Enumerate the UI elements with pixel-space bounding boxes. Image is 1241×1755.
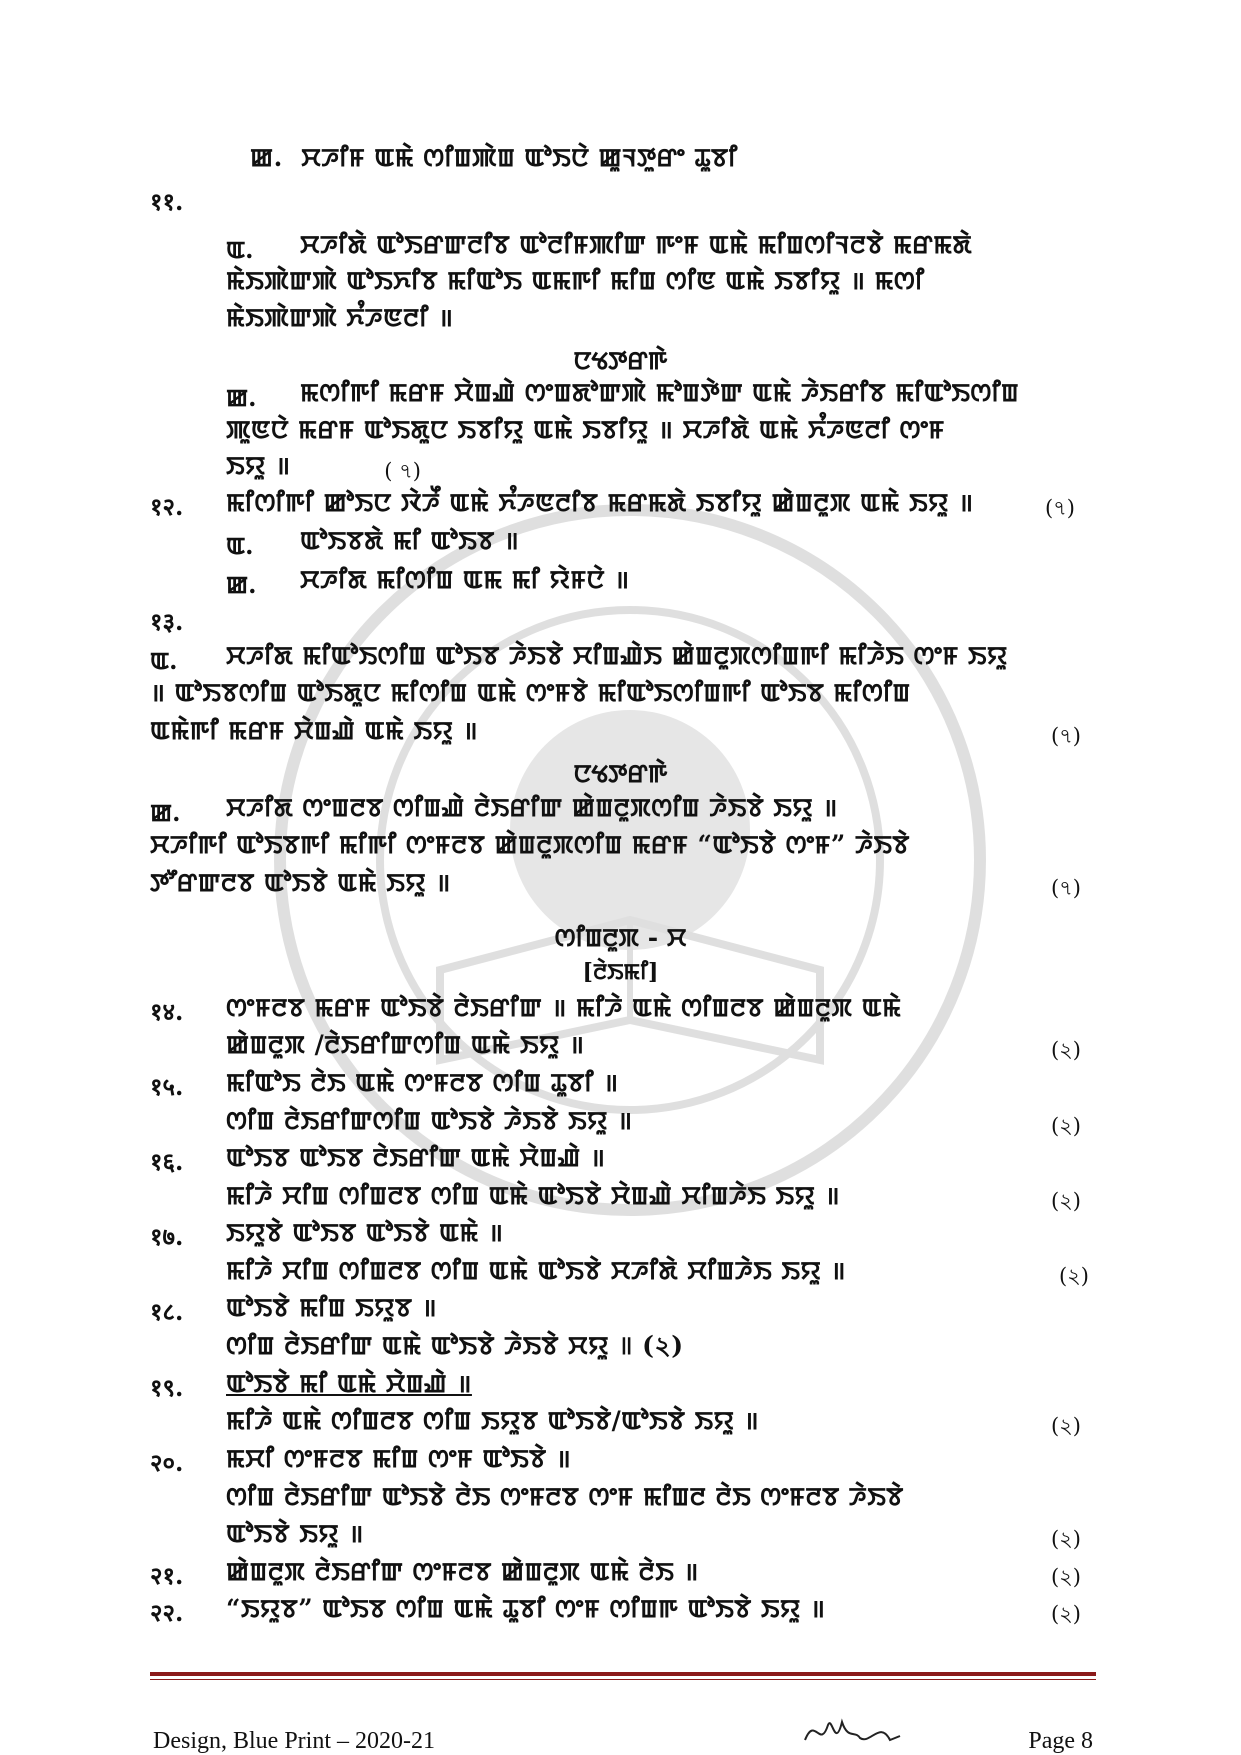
line-31: ꯑꯣꯏꯕꯥ ꯃꯤꯡ ꯏꯌꯨꯕ ॥ <box>226 1293 438 1322</box>
line-14: ꯆꯍꯤꯗ ꯃꯤꯑꯣꯏꯁꯤꯡ ꯑꯣꯏꯕ ꯍꯥꯏꯕꯥ ꯆꯤꯡꯉꯥꯏ ꯀꯥꯡꯂꯨꯞꯁꯤꯡꯒꯤ ꯃꯤꯍꯥꯏ ꯁꯦꯝ ꯏꯌꯨ <box>226 641 1008 670</box>
option-a-3: ꯑ. <box>150 646 178 675</box>
line-33: ꯑꯣꯏꯕꯥ ꯃꯤ ꯑꯃꯥ ꯆꯥꯡꯉꯥ ॥ <box>226 1369 472 1398</box>
line-10: ꯃꯤꯁꯤꯒꯤ ꯀꯣꯏꯅ ꯋꯥꯍꯩ ꯑꯃꯥ ꯈꯪꯍꯟꯂꯤꯕ ꯃꯔꯃꯗꯥ ꯏꯕꯤꯌꯨ ꯀꯥꯡꯂꯨꯞ ꯑꯃꯥ ꯏꯌꯨ ॥ <box>226 488 974 517</box>
line-27: ꯑꯣꯏꯕ ꯑꯣꯏꯕ ꯂꯥꯏꯔꯤꯛ ꯑꯃꯥ ꯆꯥꯡꯉꯥ ॥ <box>226 1143 606 1172</box>
question-14: १४. <box>150 997 184 1026</box>
page-number: Page 8 <box>1028 1728 1093 1754</box>
question-13: १३. <box>150 607 184 636</box>
or-heading-1: ꯅꯠꯇꯔꯒꯥ <box>573 346 668 375</box>
footer-rule-thin <box>150 1679 1096 1680</box>
marks-6: (২) <box>1050 1114 1081 1138</box>
option-a: ꯑ. <box>226 235 254 264</box>
question-11: ११. <box>150 187 184 216</box>
question-19: १९. <box>150 1373 184 1402</box>
line-4: ꯃꯥꯏꯄꯥꯛꯄꯥ ꯑꯣꯏꯈꯤꯕ ꯃꯤꯑꯣꯏ ꯑꯃꯒꯤ ꯃꯤꯡ ꯁꯤꯟ ꯑꯃꯥ ꯏꯕꯤꯌꯨ ॥ ꯃꯁꯤ <box>226 266 925 295</box>
line-9: ꯏꯌꯨ ॥ <box>226 451 291 480</box>
signature-mark <box>800 1710 910 1754</box>
line-29: ꯏꯌꯨꯕꯥ ꯑꯣꯏꯕ ꯑꯣꯏꯕꯥ ꯑꯃꯥ ॥ <box>226 1218 504 1247</box>
question-22: २२. <box>150 1598 184 1627</box>
line-32: ꯁꯤꯡ ꯂꯥꯏꯔꯤꯛ ꯑꯃꯥ ꯑꯣꯏꯕꯥ ꯍꯥꯏꯕꯥ ꯆꯌꯨ ॥ (২) <box>226 1331 684 1360</box>
question-15: १५. <box>150 1072 184 1101</box>
line-25: ꯃꯤꯑꯣꯏ ꯂꯥꯏ ꯑꯃꯥ ꯁꯦꯝꯂꯕ ꯁꯤꯡ ꯊꯨꯕꯤ ॥ <box>226 1068 619 1097</box>
line-26: ꯁꯤꯡ ꯂꯥꯏꯔꯤꯛꯁꯤꯡ ꯑꯣꯏꯕꯥ ꯍꯥꯏꯕꯥ ꯏꯌꯨ ॥ <box>226 1106 633 1135</box>
line-1: ꯀ. ꯆꯍꯤꯝ ꯑꯃꯥ ꯁꯤꯡꯄꯥꯡ ꯑꯣꯏꯅꯥ ꯀꯨꯜꯇꯨꯔꯦ ꯊꯨꯕꯤ <box>250 143 738 172</box>
line-8: ꯄꯨꯟꯅꯥ ꯃꯔꯝ ꯑꯣꯏꯗꯨꯅ ꯏꯕꯤꯌꯨ ꯑꯃꯥ ꯏꯕꯤꯌꯨ ॥ ꯆꯍꯤꯗꯥ ꯑꯃꯥ ꯈꯪꯍꯟꯂꯤ ꯁꯦꯝ <box>226 415 945 444</box>
section-subheading: [ꯂꯥꯏꯃꯤ] <box>582 959 659 985</box>
question-18: १८. <box>150 1297 184 1326</box>
marks-9: (২) <box>1050 1414 1081 1438</box>
line-5: ꯃꯥꯏꯄꯥꯛꯄꯥ ꯈꯪꯍꯟꯂꯤ ॥ <box>226 303 454 332</box>
marks-5: (২) <box>1050 1038 1081 1062</box>
line-15: ॥ ꯑꯣꯏꯕꯁꯤꯡ ꯑꯣꯏꯗꯨꯅ ꯃꯤꯁꯤꯡ ꯑꯃꯥ ꯁꯦꯝꯕꯥ ꯃꯤꯑꯣꯏꯁꯤꯡꯒꯤ ꯑꯣꯏꯕ ꯃꯤꯁꯤꯡ <box>150 678 911 707</box>
footer-rule-thick <box>150 1672 1096 1676</box>
or-heading-2: ꯅꯠꯇꯔꯒꯥ <box>573 759 668 788</box>
line-18: ꯆꯍꯤꯗ ꯁꯦꯡꯂꯕ ꯁꯤꯡꯉꯥ ꯂꯥꯏꯔꯤꯛ ꯀꯥꯡꯂꯨꯞꯁꯤꯡ ꯍꯥꯏꯕꯥ ꯏꯌꯨ ॥ <box>226 793 838 822</box>
marks-7: (২) <box>1050 1189 1081 1213</box>
line-12: ꯆꯍꯤꯗ ꯃꯤꯁꯤꯡ ꯑꯃ ꯃꯤ ꯌꯥꯝꯅꯥ ॥ <box>300 565 630 594</box>
question-21: २१. <box>150 1561 184 1590</box>
marks-10: (২) <box>1050 1527 1081 1551</box>
line-35: ꯃꯆꯤ ꯁꯦꯝꯂꯕ ꯃꯤꯡ ꯁꯦꯝ ꯑꯣꯏꯕꯥ ॥ <box>226 1444 572 1473</box>
marks-4: (৭) <box>1050 876 1081 900</box>
line-19: ꯆꯍꯤꯒꯤ ꯑꯣꯏꯕꯒꯤ ꯃꯤꯒꯤ ꯁꯦꯝꯂꯕ ꯀꯥꯡꯂꯨꯞꯁꯤꯡ ꯃꯔꯝ “ꯑꯣꯏꯕꯥ ꯁꯦꯝ” ꯍꯥꯏꯕꯥ <box>150 830 910 859</box>
line-16: ꯑꯃꯥꯒꯤ ꯃꯔꯝ ꯆꯥꯡꯉꯥ ꯑꯃꯥ ꯏꯌꯨ ॥ <box>150 716 479 745</box>
line-11: ꯑꯣꯏꯕꯗꯥ ꯃꯤ ꯑꯣꯏꯕ ॥ <box>300 526 520 555</box>
question-20: २०. <box>150 1448 184 1477</box>
section-heading: ꯁꯤꯡꯂꯨꯞ - ꯆ <box>554 923 687 952</box>
line-20: ꯇꯧꯔꯛꯂꯕ ꯑꯣꯏꯕꯥ ꯑꯃꯥ ꯏꯌꯨ ॥ <box>150 868 451 897</box>
question-16: १६. <box>150 1147 184 1176</box>
line-30: ꯃꯤꯍꯥ ꯆꯤꯡ ꯁꯤꯡꯂꯕ ꯁꯤꯡ ꯑꯃꯥ ꯑꯣꯏꯕꯥ ꯆꯍꯤꯗꯥ ꯆꯤꯡꯍꯥꯏ ꯏꯌꯨ ॥ <box>226 1256 846 1285</box>
line-34: ꯃꯤꯍꯥ ꯑꯃꯥ ꯁꯤꯡꯂꯕ ꯁꯤꯡ ꯏꯌꯨꯕ ꯑꯣꯏꯕꯥ/ꯑꯣꯏꯕꯥ ꯏꯌꯨ ॥ <box>226 1406 760 1435</box>
line-38: ꯀꯥꯡꯂꯨꯞ ꯂꯥꯏꯔꯤꯛ ꯁꯦꯝꯂꯕ ꯀꯥꯡꯂꯨꯞ ꯑꯃꯥ ꯂꯥꯏ ॥ <box>226 1557 699 1586</box>
line-24: ꯀꯥꯡꯂꯨꯞ /ꯂꯥꯏꯔꯤꯛꯁꯤꯡ ꯑꯃꯥ ꯏꯌꯨ ॥ <box>226 1030 585 1059</box>
line-36: ꯁꯤꯡ ꯂꯥꯏꯔꯤꯛ ꯑꯣꯏꯕꯥ ꯂꯥꯏ ꯁꯦꯝꯂꯕ ꯁꯦꯝ ꯃꯤꯡꯂ ꯂꯥꯏ ꯁꯦꯝꯂꯕ ꯍꯥꯏꯕꯥ <box>226 1482 904 1511</box>
marks-12: (২) <box>1050 1602 1081 1626</box>
line-37: ꯑꯣꯏꯕꯥ ꯏꯌꯨ ॥ <box>226 1519 364 1548</box>
question-17: १७. <box>150 1222 184 1251</box>
question-12: १२. <box>150 492 184 521</box>
line-39: “ꯏꯌꯨꯕ” ꯑꯣꯏꯕ ꯁꯤꯡ ꯑꯃꯥ ꯊꯨꯕꯤ ꯁꯦꯝ ꯁꯤꯡꯒ ꯑꯣꯏꯕꯥ ꯏꯌꯨ ॥ <box>226 1594 826 1623</box>
option-a-2: ꯑ. <box>226 531 254 560</box>
marks-3: (৭) <box>1050 724 1081 748</box>
line-7: ꯃꯁꯤꯒꯤ ꯃꯔꯝ ꯆꯥꯡꯉꯥ ꯁꯦꯡꯗꯣꯛꯄꯥ ꯃꯣꯡꯇꯥꯛ ꯑꯃꯥ ꯍꯥꯏꯔꯤꯕ ꯃꯤꯑꯣꯏꯁꯤꯡ <box>300 378 1020 407</box>
option-k: ꯀ. <box>226 383 257 412</box>
line-23: ꯁꯦꯝꯂꯕ ꯃꯔꯝ ꯑꯣꯏꯕꯥ ꯂꯥꯏꯔꯤꯛ ॥ ꯃꯤꯍꯥ ꯑꯃꯥ ꯁꯤꯡꯂꯕ ꯀꯥꯡꯂꯨꯞ ꯑꯃꯥ <box>226 993 902 1022</box>
footer-title: Design, Blue Print – 2020-21 <box>153 1728 435 1754</box>
marks-11: (২) <box>1050 1565 1081 1589</box>
line-3: ꯆꯍꯤꯗꯥ ꯑꯣꯏꯔꯛꯂꯤꯕ ꯑꯣꯂꯤꯝꯄꯤꯛ ꯒꯦꯝ ꯑꯃꯥ ꯃꯤꯡꯁꯤꯜꯂꯕꯥ ꯃꯔꯃꯗꯥ <box>300 230 973 259</box>
marks-8: (২) <box>1058 1264 1089 1288</box>
marks-2: (৭) <box>1044 496 1075 520</box>
line-28: ꯃꯤꯍꯥ ꯆꯤꯡ ꯁꯤꯡꯂꯕ ꯁꯤꯡ ꯑꯃꯥ ꯑꯣꯏꯕꯥ ꯆꯥꯡꯉꯥ ꯆꯤꯡꯍꯥꯏ ꯏꯌꯨ ॥ <box>226 1181 841 1210</box>
marks-1: ( ৭) <box>384 459 421 483</box>
option-k-3: ꯀ. <box>150 798 181 827</box>
option-k-2: ꯀ. <box>226 570 257 599</box>
